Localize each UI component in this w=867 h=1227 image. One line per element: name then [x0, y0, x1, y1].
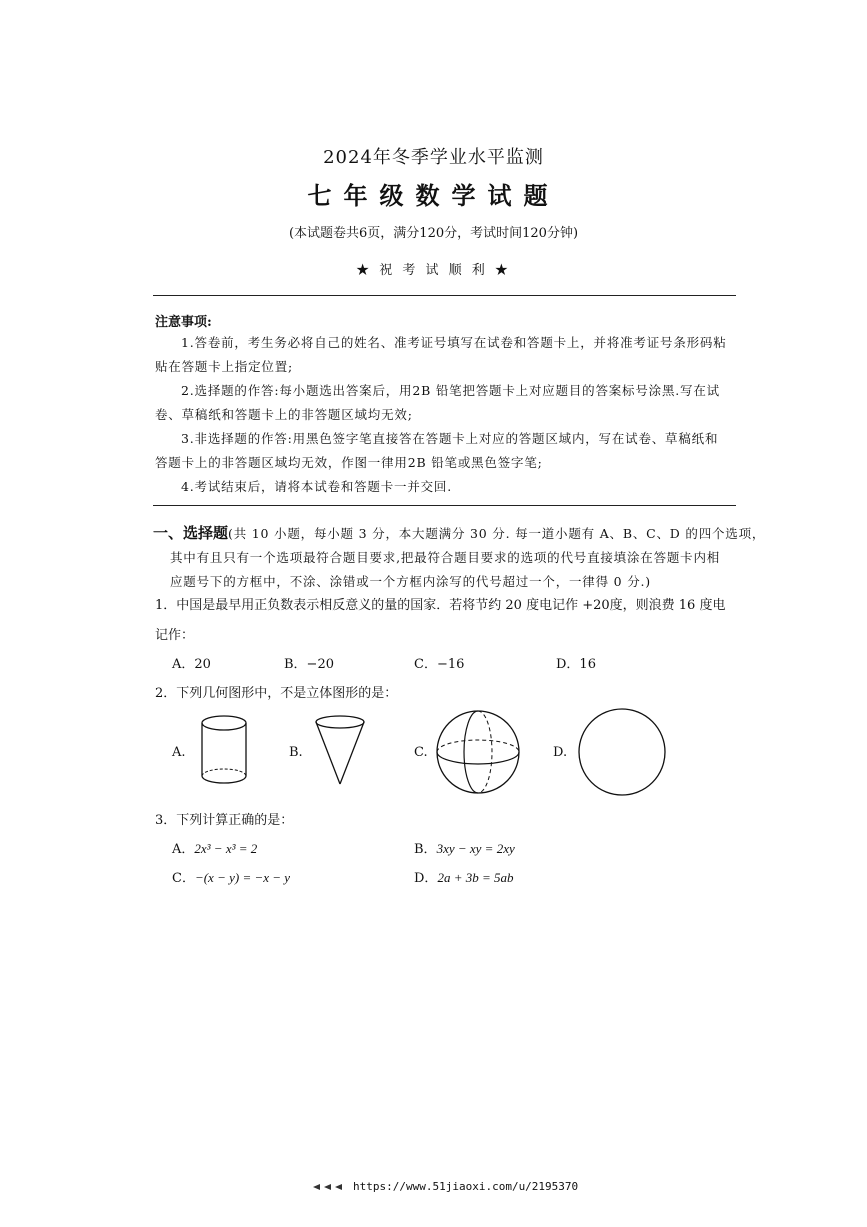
option-expression: 2x³ − x³ = 2: [194, 841, 258, 856]
section-heading: [153, 522, 765, 543]
q1-option-d[interactable]: D．16: [556, 657, 596, 672]
circle-figure-icon: [577, 708, 667, 796]
option-label: A．: [172, 842, 195, 857]
arrow-decoration-icon: [313, 1183, 347, 1191]
exam-info: (本试题卷共6页，满分120分，考试时间120分钟): [288, 226, 579, 241]
option-expression: −(x − y) = −x − y: [194, 870, 291, 885]
sphere-figure-icon: [434, 708, 522, 796]
top-divider: [153, 295, 736, 296]
q2-option-d-label[interactable]: D.: [553, 745, 568, 760]
question-3-stem: 3．下列计算正确的是：: [155, 813, 294, 828]
notice-line: 3.非选择题的作答:用黑色签字笔直接答在答题卡上对应的答题区域内，写在试卷、草稿纸和: [181, 431, 719, 446]
notice-line: 答题卡上的非答题区域均无效，作图一律用2B 铅笔或黑色签字笔;: [155, 455, 543, 470]
q1-option-b[interactable]: B．−20: [284, 657, 334, 672]
exam-title: 2024年冬季学业水平监测: [323, 147, 544, 168]
notice-line: 1.答卷前，考生务必将自己的姓名、准考证号填写在试卷和答题卡上，并将准考证号条形码粘: [181, 335, 727, 350]
notice-line: 2.选择题的作答:每小题选出答案后，用2B 铅笔把答题卡上对应题目的答案标号涂黑.写在试: [181, 383, 720, 398]
question-1-stem: 1．中国是最早用正负数表示相反意义的量的国家．若将节约 20 度电记作 +20度，则浪费 16 度电: [155, 598, 726, 613]
notice-line: 卷、草稿纸和答题卡上的非答题区域均无效;: [155, 407, 413, 422]
q1-option-c[interactable]: C．−16: [414, 657, 465, 672]
option-expression: 2a + 3b = 5ab: [437, 870, 514, 885]
section-desc-line: 其中有且只有一个选项最符合题目要求,把最符合题目要求的选项的代号直接填涂在答题卡内相: [170, 550, 721, 565]
option-label: C．: [172, 871, 195, 886]
bottom-divider: [153, 505, 736, 506]
section-desc: (共 10 小题，每小题 3 分，本大题满分 30 分. 每一道小题有 A、B、C、D 的四个选项，: [228, 526, 766, 541]
q1-option-a[interactable]: A．20: [172, 657, 211, 672]
option-label: D．: [414, 871, 438, 886]
notice-line: 4.考试结束后，请将本试卷和答题卡一并交回.: [181, 479, 453, 494]
footer-url-text: https://www.51jiaoxi.com/u/2195370: [353, 1180, 579, 1193]
section-desc-line: 应题号下的方框中，不涂、涂错或一个方框内涂写的代号超过一个，一律得 0 分.): [170, 574, 651, 589]
blessing-line: ★ 祝 考 试 顺 利 ★: [356, 263, 511, 278]
q2-option-b-label[interactable]: B.: [289, 745, 303, 760]
notice-title: 注意事项:: [155, 315, 212, 330]
q3-option-a[interactable]: [172, 838, 257, 857]
footer-url[interactable]: [313, 1180, 578, 1193]
option-expression: 3xy − xy = 2xy: [436, 841, 515, 856]
q3-option-b[interactable]: [414, 838, 515, 857]
q2-option-c-label[interactable]: C.: [414, 745, 428, 760]
subject-title: 七年级数学试题: [307, 181, 560, 210]
cylinder-figure-icon: [196, 713, 252, 787]
question-2-stem: 2．下列几何图形中，不是立体图形的是：: [155, 686, 398, 701]
question-1-stem-cont: 记作：: [155, 628, 195, 643]
cone-figure-icon: [312, 713, 368, 787]
notice-line: 贴在答题卡上指定位置;: [155, 359, 294, 374]
option-label: B．: [414, 842, 437, 857]
q3-option-c[interactable]: [172, 867, 290, 886]
section-title: 一、选择题: [153, 524, 229, 542]
q2-option-a-label[interactable]: A.: [172, 745, 186, 760]
q3-option-d[interactable]: [414, 867, 513, 886]
